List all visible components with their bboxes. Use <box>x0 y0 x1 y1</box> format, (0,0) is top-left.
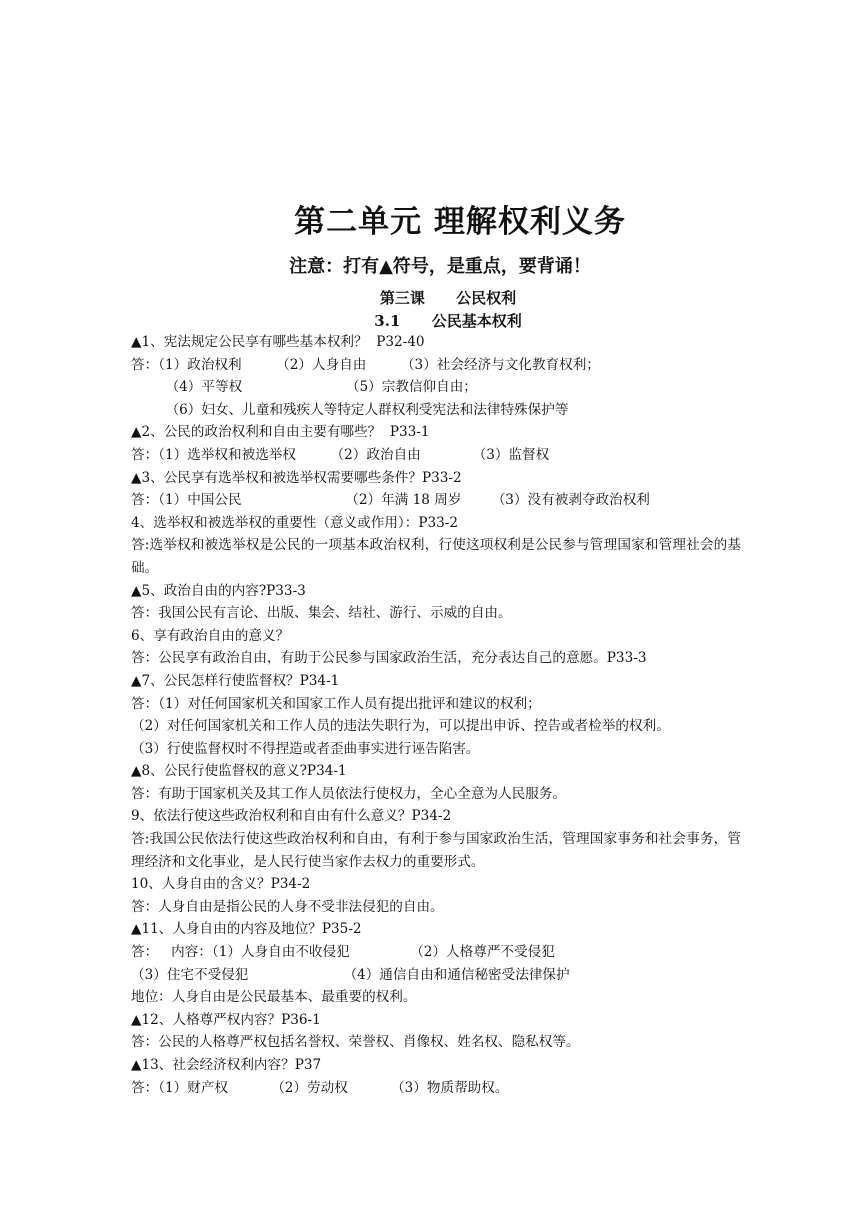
answer-line: 答：（1）选举权和被选举权 （2）政治自由 （3）监督权 <box>131 446 550 463</box>
answer-line: 答：人身自由是指公民的人身不受非法侵犯的自由。 <box>131 898 444 915</box>
unit-title: 第二单元 理解权利义务 <box>294 204 626 240</box>
answer-paragraph: 答:我国公民依法行使这些政治权利和自由，有利于参与国家政治生活，管理国家事务和社会事务，管理经济和文化事业，是人民行使当家作去权力的重要形式。 <box>131 831 741 870</box>
answer-line: 地位：人身自由是公民最基本、最重要的权利。 <box>131 989 417 1006</box>
question-line: ▲7、公民怎样行使监督权？P34-1 <box>131 672 340 689</box>
answer-line: 答：（1）对任何国家机关和国家工作人员有提出批评和建议的权利； <box>131 695 541 712</box>
answer-line: （6）妇女、儿童和残疾人等特定人群权利受宪法和法律特殊保护等 <box>131 401 569 418</box>
question-line: ▲3、公民享有选举权和被选举权需要哪些条件？P33-2 <box>131 469 462 486</box>
section-heading: 3.1 公民基本权利 <box>374 312 522 330</box>
question-line: 9、依法行使这些政治权利和自由有什么意义？P34-2 <box>131 808 452 825</box>
question-line: 6、享有政治自由的意义？ <box>131 627 290 644</box>
question-line: ▲5、政治自由的内容?P33-3 <box>131 582 306 599</box>
answer-line: （2）对任何国家机关和工作人员的违法失职行为，可以提出申诉、控告或者检举的权利。 <box>131 718 670 735</box>
question-line: ▲13、社会经济权利内容？P37 <box>131 1057 322 1073</box>
answer-line: 答：（1）政治权利 （2）人身自由 （3）社会经济与文化教育权利； <box>131 356 600 373</box>
answer-line: 答：公民享有政治自由，有助于公民参与国家政治生活，充分表达自己的意愿。P33-3 <box>131 650 647 667</box>
answer-line: 答：（1）中国公民 （2）年满 18 周岁 （3）没有被剥夺政治权利 <box>131 492 650 509</box>
answer-line: 答：我国公民有言论、出版、集会、结社、游行、示威的自由。 <box>131 605 512 622</box>
answer-paragraph: 答:选举权和被选举权是公民的一项基本政治权利，行使这项权利是公民参与管理国家和管理社会的基础。 <box>131 537 741 576</box>
answer-line: 答： 内容：（1）人身自由不收侵犯 （2）人格尊严不受侵犯 <box>131 944 555 961</box>
question-line: ▲8、公民行使监督权的意义?P34-1 <box>131 763 347 780</box>
qa-body <box>131 331 741 1099</box>
question-line: 10、人身自由的含义？P34-2 <box>131 876 311 893</box>
question-line: ▲12、人格尊严权内容？P36-1 <box>131 1011 321 1028</box>
answer-line: （3）住宅不受侵犯 （4）通信自由和通信秘密受法律保护 <box>131 966 570 983</box>
question-line: ▲1、宪法规定公民享有哪些基本权利？ P32-40 <box>131 334 425 350</box>
notice-line: 注意：打有▲符号，是重点，要背诵！ <box>289 256 591 277</box>
answer-line: 答：有助于国家机关及其工作人员依法行使权力，全心全意为人民服务。 <box>131 785 566 802</box>
answer-line: 答：公民的人格尊严权包括名誉权、荣誉权、肖像权、姓名权、隐私权等。 <box>131 1034 580 1051</box>
lesson-heading: 第三课 公民权利 <box>379 289 517 307</box>
question-line: ▲11、人身自由的内容及地位？P35-2 <box>131 921 362 938</box>
question-line: ▲2、公民的政治权利和自由主要有哪些？ P33-1 <box>131 424 430 441</box>
answer-line: 答：（1）财产权 （2）劳动权 （3）物质帮助权。 <box>131 1079 509 1096</box>
question-line: 4、选举权和被选举权的重要性（意义或作用）：P33-2 <box>131 514 459 531</box>
answer-line: （4）平等权 （5）宗教信仰自由； <box>131 379 477 396</box>
answer-line: （3）行使监督权时不得捏造或者歪曲事实进行诬告陷害。 <box>131 740 480 757</box>
